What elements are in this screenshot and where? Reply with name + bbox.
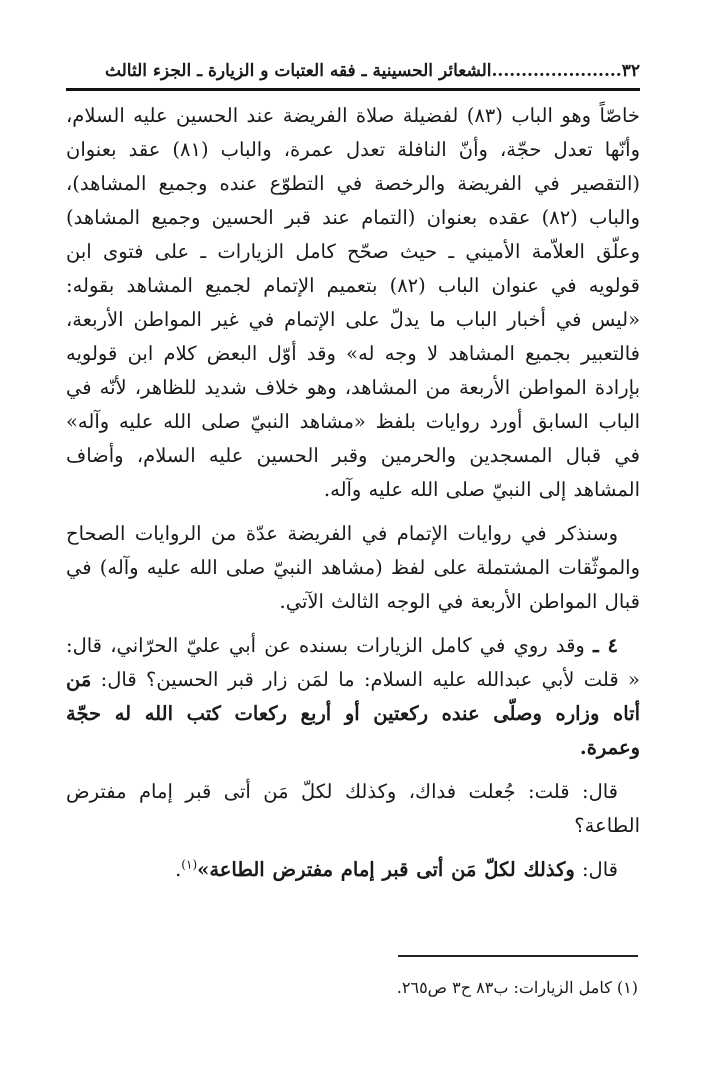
question-label: قال: قلت: [528,780,618,803]
question-paragraph [66,775,640,843]
header-rule [66,88,640,91]
narration-intro: وقد روي في كامل الزيارات بسنده عن أبي عليّ الحرّاني، قال: « قلت لأبي عبدالله عليه السلام: ما لمَن زار قبر الحسين؟ قال: [66,634,640,691]
book-title: الشعائر الحسينية ـ فقه العتبات و الزيارة ـ الجزء الثالث [104,61,492,81]
page-body [66,58,640,887]
header-dots: ...................... [491,61,622,81]
running-header [66,58,640,88]
footnote: (١) كامل الزيارات: ب٨٣ ح٣ ص٢٦٥. [396,978,638,997]
page-number: ٣٢ [621,61,640,81]
footnote-reference: (١) [181,857,198,872]
paragraph-2: وسنذكر في روايات الإتمام في الفريضة عدّة من الروايات الصحاح والموثّقات المشتملة على لفظ (مشاهد النبيّ صلى الله عليه وآله) في قبال المواطن الأربعة في الوجه الثالث الآتي. [66,522,640,613]
narration-number: ٤ ـ [593,634,618,657]
final-answer-paragraph [66,853,640,887]
footnote-rule [398,955,638,957]
final-answer-end: . [175,858,182,881]
narration-paragraph [66,629,640,765]
question-text: جُعلت فداك، وكذلك لكلّ مَن أتى قبر إمام مفترض الطاعة؟ [66,780,640,837]
narration-answer: مَن أتاه وزاره وصلّى عنده ركعتين أو أربع ركعات كتب الله له حجّة وعمرة. [66,668,640,759]
final-answer-text: وكذلك لكلّ مَن أتى قبر إمام مفترض الطاعة» [197,858,575,881]
final-answer-label: قال: [581,858,618,881]
paragraph-1: خاصّاً وهو الباب (٨٣) لفضيلة صلاة الفريضة عند الحسين عليه السلام، وأنّها تعدل حجّة، وأنّ النافلة تعدل عمرة، والباب (٨١) عقد بعنوان (التقصير في الفريضة والرخصة في التطوّع عنده وجميع المشاهد)، والباب (٨٢) عقده بعنوان (التمام عند قبر الحسين وجميع المشاهد) وعلّق العلاّمة الأميني ـ حيث صحّح كامل الزيارات ـ على فتوى ابن قولويه في عنوان الباب (٨٢) بتعميم الإتمام لجميع المشاهد بقوله: «ليس في أخبار الباب ما يدلّ على الإتمام في غير المواطن الأربعة، فالتعبير بجميع المشاهد لا وجه له» وقد أوّل البعض كلام ابن قولويه بإرادة المواطن الأربعة من المشاهد، وهو خلاف شديد للظاهر، لأنّه في الباب السابق أورد روايات بلفظ «مشاهد النبيّ صلى الله عليه وآله» في قبال المسجدين والحرمين وقبر الحسين عليه السلام، وأضاف المشاهد إلى النبيّ صلى الله عليه وآله. [66,104,640,501]
